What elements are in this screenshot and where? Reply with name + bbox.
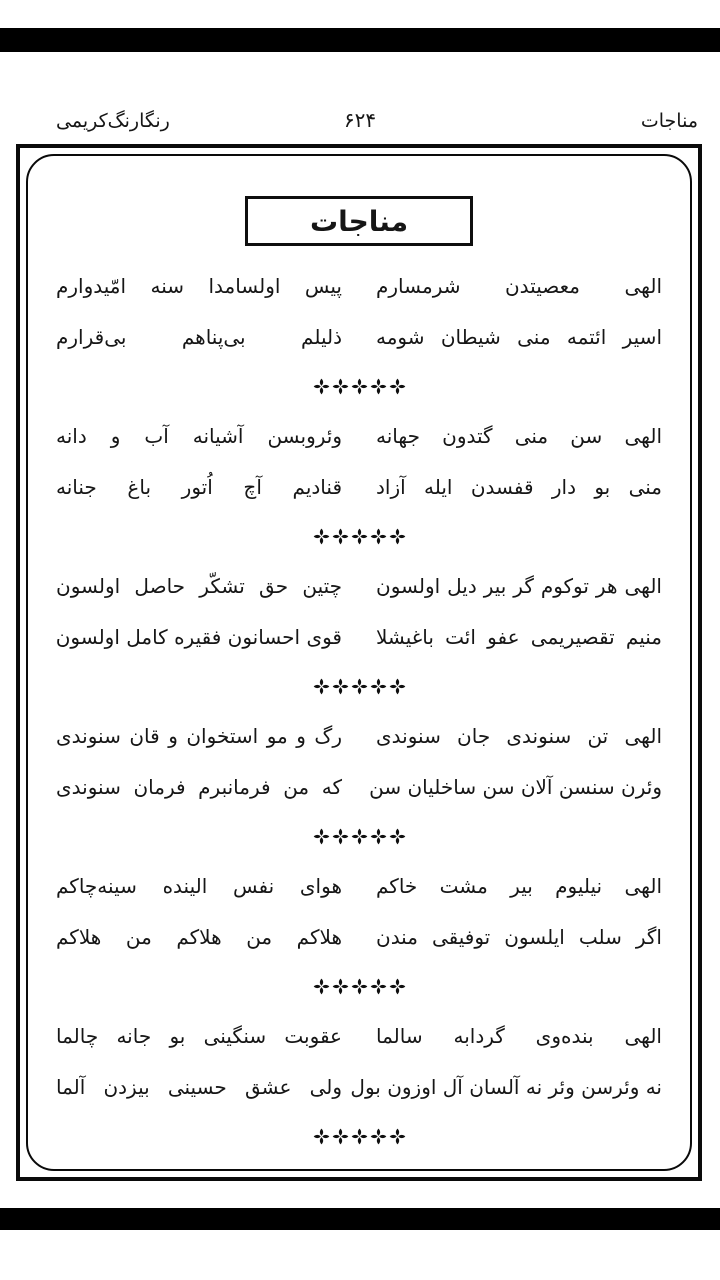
floret-divider bbox=[56, 812, 662, 860]
poem-body bbox=[56, 260, 662, 1160]
hemistich-left: وئروبسن آشیانه آب و دانه bbox=[56, 423, 342, 448]
floret-icon bbox=[313, 678, 330, 695]
floret-divider bbox=[56, 512, 662, 560]
floret-divider bbox=[56, 1112, 662, 1160]
verse-line bbox=[56, 560, 662, 611]
hemistich-left: ذلیلم بی‌پناهم بی‌قرارم bbox=[56, 324, 342, 349]
hemistich-right: اسیر ائتمه منی شیطان شومه bbox=[376, 324, 662, 349]
hemistich-left: که من فرمانبرم فرمان سنوندی bbox=[56, 774, 342, 799]
hemistich-right: الهی بنده‌وی گردابه سالما bbox=[376, 1023, 662, 1048]
floret-icon bbox=[351, 978, 368, 995]
verse-line bbox=[56, 1010, 662, 1061]
floret-icon bbox=[351, 828, 368, 845]
hemistich-left: رگ و مو استخوان و قان سنوندی bbox=[56, 723, 342, 748]
floret-divider bbox=[56, 962, 662, 1010]
running-header bbox=[0, 108, 720, 142]
verse-line bbox=[56, 410, 662, 461]
page-number: ۶۲۴ bbox=[343, 108, 377, 132]
verse-line bbox=[56, 260, 662, 311]
hemistich-left: هوای نفس الینده سینه‌چاکم bbox=[56, 873, 342, 898]
letterbox-bottom-bar bbox=[0, 1208, 720, 1230]
floret-icon bbox=[351, 528, 368, 545]
floret-icon bbox=[332, 1128, 349, 1145]
hemistich-right: الهی تن سنوندی جان سنوندی bbox=[376, 723, 662, 748]
verse-line bbox=[56, 461, 662, 512]
floret-icon bbox=[332, 828, 349, 845]
floret-icon bbox=[370, 678, 387, 695]
verse-line bbox=[56, 860, 662, 911]
hemistich-right: الهی هر توکوم گر بیر دیل اولسون bbox=[376, 573, 662, 598]
floret-icon bbox=[389, 828, 406, 845]
floret-icon bbox=[370, 378, 387, 395]
hemistich-left: قنادیم آچ اُتور باغ جنانه bbox=[56, 474, 342, 499]
verse-line bbox=[56, 710, 662, 761]
floret-icon bbox=[370, 978, 387, 995]
floret-icon bbox=[389, 1128, 406, 1145]
floret-icon bbox=[313, 828, 330, 845]
hemistich-left: چتین حق تشکّر حاصل اولسون bbox=[56, 573, 342, 598]
hemistich-right: منیم تقصیریمی عفو ائت باغیشلا bbox=[376, 624, 662, 649]
floret-icon bbox=[389, 378, 406, 395]
hemistich-left: ولی عشق حسینی بیزدن آلما bbox=[56, 1074, 342, 1099]
floret-divider bbox=[56, 362, 662, 410]
hemistich-right: منی بو دار قفسدن ایله آزاد bbox=[376, 474, 662, 499]
floret-icon bbox=[351, 1128, 368, 1145]
verse-line bbox=[56, 761, 662, 812]
floret-icon bbox=[370, 1128, 387, 1145]
hemistich-right: وئرن سنسن آلان سن ساخلیان سن bbox=[369, 774, 662, 799]
running-head-book-title: رنگارنگ‌کریمی bbox=[56, 110, 170, 132]
hemistich-left: پیس اولسامدا سنه امّیدوارم bbox=[56, 273, 342, 298]
floret-icon bbox=[332, 978, 349, 995]
floret-icon bbox=[313, 528, 330, 545]
floret-icon bbox=[370, 828, 387, 845]
floret-icon bbox=[332, 528, 349, 545]
hemistich-right: اگر سلب ایلسون توفیقی مندن bbox=[376, 924, 662, 949]
page-border-inner bbox=[26, 154, 692, 1171]
hemistich-right: الهی نیلیوم بیر مشت خاکم bbox=[376, 873, 662, 898]
floret-icon bbox=[313, 1128, 330, 1145]
hemistich-right: الهی سن منی گتدون جهانه bbox=[376, 423, 662, 448]
floret-icon bbox=[351, 378, 368, 395]
floret-icon bbox=[351, 678, 368, 695]
floret-icon bbox=[389, 978, 406, 995]
hemistich-left: هلاکم من هلاکم من هلاکم bbox=[56, 924, 342, 949]
running-head-section: مناجات bbox=[640, 110, 698, 132]
verse-line bbox=[56, 311, 662, 362]
poem-title-box bbox=[245, 196, 473, 246]
page-border-outer bbox=[16, 144, 702, 1181]
hemistich-left: عقوبت سنگینی بو جانه چالما bbox=[56, 1023, 342, 1048]
letterbox-top-bar bbox=[0, 28, 720, 52]
verse-line bbox=[56, 911, 662, 962]
floret-icon bbox=[313, 978, 330, 995]
floret-divider bbox=[56, 662, 662, 710]
floret-icon bbox=[389, 528, 406, 545]
hemistich-right: الهی معصیتدن شرمسارم bbox=[376, 273, 662, 298]
floret-icon bbox=[313, 378, 330, 395]
floret-icon bbox=[332, 678, 349, 695]
verse-line bbox=[56, 1061, 662, 1112]
hemistich-right: نه وئرسن وئر نه آلسان آل اوزون بول bbox=[350, 1074, 662, 1099]
poem-title: مناجات bbox=[309, 204, 409, 238]
verse-line bbox=[56, 611, 662, 662]
floret-icon bbox=[332, 378, 349, 395]
hemistich-left: قوی احسانون فقیره کامل اولسون bbox=[55, 624, 342, 649]
floret-icon bbox=[370, 528, 387, 545]
floret-icon bbox=[389, 678, 406, 695]
